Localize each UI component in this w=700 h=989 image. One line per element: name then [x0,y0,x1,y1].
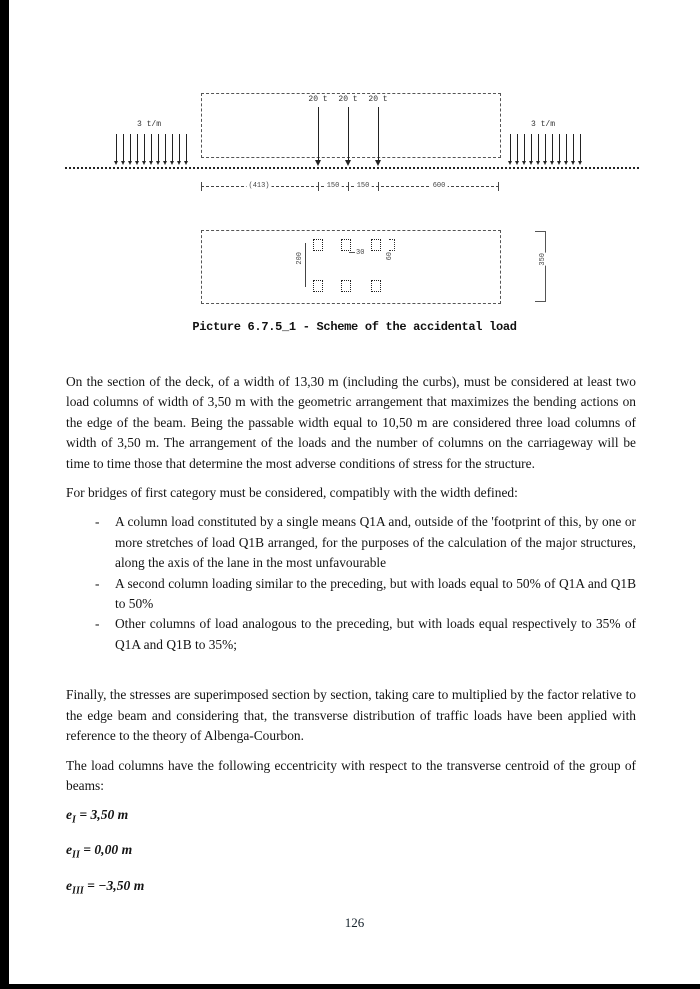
list-item [66,614,636,655]
equation-e3: $e_{III} = -3,50$ m [66,877,145,897]
list-item-text: A column load constituted by a single means Q1A and, outside of the 'footprint of this, by one or more stretches of load Q1B arranged, for the purposes of the calculation of the major structures, along the axis of the lane in the most unfavourable [115,514,636,571]
page-number: 126 [344,915,365,930]
udl-arrow-icon [143,134,146,165]
point-load-label: 20 t [308,95,328,104]
body-text [66,372,636,911]
load-column-list [66,512,636,655]
wheel-footprint [313,280,323,292]
point-load-label: 20 t [338,95,358,104]
udl-arrow-icon [572,134,575,165]
axle-spacing-label: 200 [296,252,304,265]
accidental-load-diagram [9,0,700,348]
udl-arrow-icon [171,134,174,165]
wheel-footprint [313,239,323,251]
dimension-label: 150 [326,182,340,190]
equation-e2: $e_{II} = 0,00$ m [66,842,133,862]
list-item [66,574,636,615]
udl-arrow-icon [530,134,533,165]
udl-arrow-icon [523,134,526,165]
udl-arrow-icon [544,134,547,165]
paragraph-deck-section: On the section of the deck, of a width of 13,30 m (including the curbs), must be considered at least two load columns of width of 3,50 m with the geometric arrangement that maximizes the bending actions on the edge of the beam. Being the passable width equal to 10,50 m are considered three load columns of width of 3,50 m. The arrangement of the loads and the number of columns on the carriageway will be time to time those that determine the most adverse conditions of stress for the structure. [66,374,636,471]
udl-arrow-icon [150,134,153,165]
udl-arrow-icon [185,134,188,165]
axle-spacing-line [305,243,306,287]
udl-arrow-icon [115,134,118,165]
figure-caption: Picture 6.7.5_1 - Scheme of the accidental load [192,320,517,334]
equation-e1: $e_I = 3,50$ m [66,807,129,827]
paragraph-eccentricity: The load columns have the following eccentricity with respect to the transverse centroid of the group of beams: [66,757,636,793]
wheel-footprint [371,280,381,292]
point-load-arrow-icon [318,107,319,161]
udl-arrow-icon [579,134,582,165]
eccentricity-equations [66,805,636,901]
distributed-load-left-icon [115,134,188,165]
plan-depth-label: 350 [539,253,547,266]
list-item-text: Other columns of load analogous to the preceding, but with loads equal respectively to 35% of Q1A and Q1B to 35%; [115,616,636,652]
udl-arrow-icon [157,134,160,165]
udl-left-label: 3 t/m [137,120,162,129]
deck-beam-line [65,167,639,169]
udl-arrow-icon [551,134,554,165]
dimension-label: (413) [248,182,270,190]
document-page [9,0,700,984]
list-dash: - [95,514,100,530]
point-load-arrow-icon [378,107,379,161]
udl-arrow-icon [509,134,512,165]
udl-arrow-icon [558,134,561,165]
elevation-dimension-line [201,180,499,192]
udl-arrow-icon [565,134,568,165]
udl-arrow-icon [516,134,519,165]
udl-arrow-icon [136,134,139,165]
udl-arrow-icon [129,134,132,165]
udl-right-label: 3 t/m [531,120,556,129]
dimension-label: 150 [356,182,370,190]
distributed-load-right-icon [509,134,582,165]
udl-arrow-icon [178,134,181,165]
list-item-text: A second column loading similar to the preceding, but with loads equal to 50% of Q1A and Q1B to 50% [115,575,636,612]
paragraph-finally: Finally, the stresses are superimposed section by section, taking care to multiplied by the factor relative to the edge beam and considering that, the transverse distribution of traffic loads have been applied with reference to the theory of Albenga-Courbon. [66,687,636,744]
wheel-footprint [371,239,381,251]
list-dash: - [95,575,100,591]
wheel-footprint [341,280,351,292]
dimension-label: 600 [432,182,446,190]
list-item [66,512,636,573]
list-dash: - [95,616,100,632]
udl-arrow-icon [164,134,167,165]
udl-arrow-icon [537,134,540,165]
plan-depth-dimension [533,227,555,305]
point-load-arrow-icon [348,107,349,161]
wheel-size-label: 60 [386,252,394,261]
plan-lane-outline [201,230,501,304]
point-load-label: 20 t [368,95,388,104]
paragraph-first-category: For bridges of first category must be considered, compatibly with the width defined: [66,485,518,501]
wheel-size-bracket [389,239,395,251]
udl-arrow-icon [122,134,125,165]
wheel-gap-label: 30 [349,249,364,257]
